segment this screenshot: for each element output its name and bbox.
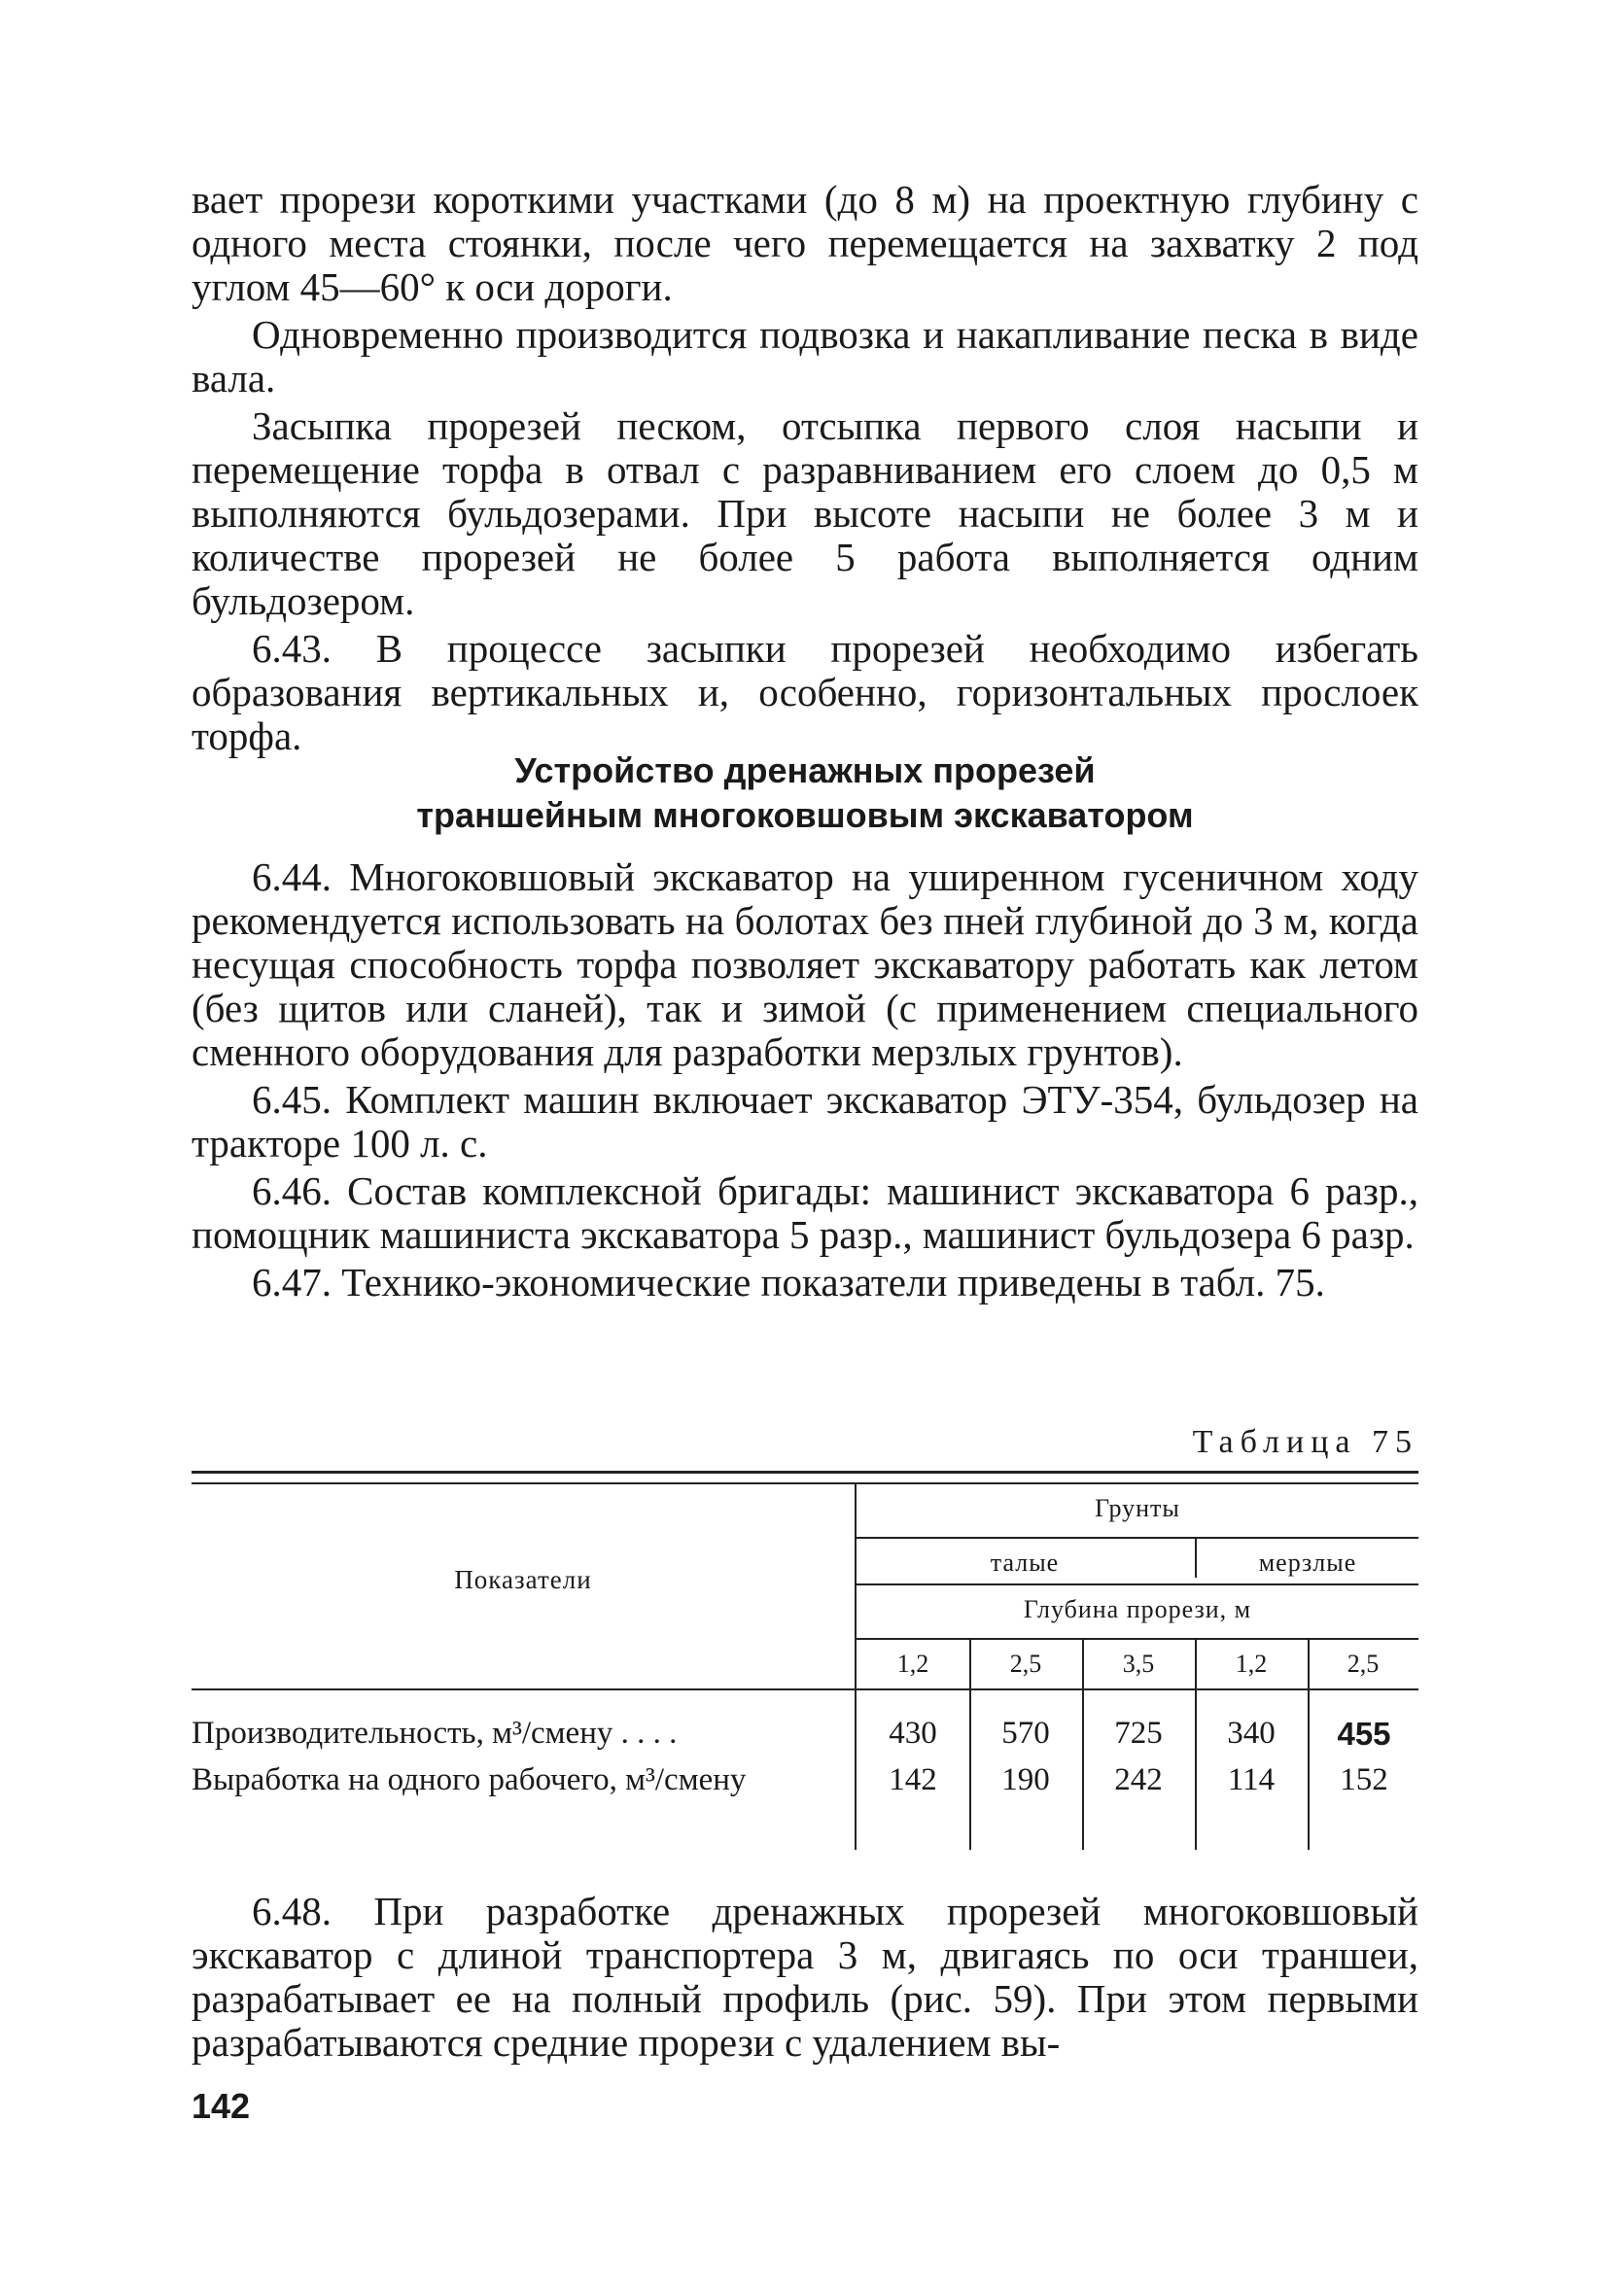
indicator-header: Показатели (454, 1564, 592, 1594)
section-heading-line2: траншейным многоковшовым экскаватором (416, 795, 1194, 835)
table-top-rule (192, 1471, 1418, 1474)
type-header-rule (857, 1583, 1418, 1585)
section-heading-line1: Устройство дренажных прорезей (514, 750, 1096, 790)
soils-header-rule (857, 1537, 1418, 1539)
table-cell: 725 (1114, 1716, 1163, 1751)
table-cell: 455 (1337, 1716, 1391, 1752)
table-cell: 570 (1001, 1716, 1050, 1751)
bottom-text-block (192, 1890, 1418, 2065)
table-cell: 430 (889, 1716, 937, 1751)
paragraph-sand-delivery: Одновременно производится подвозка и накапливание песка в виде вала. (192, 312, 1418, 400)
table-cell: 142 (889, 1762, 937, 1797)
header-bottom-rule (192, 1688, 1418, 1690)
section-heading (192, 748, 1418, 838)
soils-header: Грунты (1095, 1494, 1180, 1522)
paragraph-backfill: Засыпка прорезей песком, отсыпка первого слоя насыпи и перемещение торфа в отвал с разравниванием его слоем до 0,5 м выполняются бульдозерами. При высоте насыпи не более 3 м и количестве прорезей не более 5 работа выполняется одним бульдозером. (192, 403, 1418, 623)
thawed-header: талые (990, 1548, 1060, 1577)
paragraph-6-43: 6.43. В процессе засыпки прорезей необходимо избегать образования вертикальных и, особенно, горизонтальных прослоек торфа. (192, 626, 1418, 758)
depth-value: 1,2 (1235, 1650, 1268, 1678)
paragraph-6-48: 6.48. При разработке дренажных прорезей многоковшовый экскаватор с длиной транспортера 3 м, двигаясь по оси траншеи, разрабатывает ее на полный профиль (рис. 59). При этом первыми разрабатываются средние прорези с удалением вы- (192, 1889, 1418, 2065)
table-cell: 114 (1227, 1762, 1276, 1797)
table-cell: 152 (1340, 1762, 1388, 1797)
frozen-header: мерзлые (1258, 1548, 1357, 1577)
paragraph-6-47: 6.47. Технико-экономические показатели приведены в табл. 75. (252, 1260, 1325, 1305)
paragraph-6-46: 6.46. Состав комплексной бригады: машинист экскаватора 6 разр., помощник машиниста экскаватора 5 разр., машинист бульдозера 6 разр. (192, 1168, 1418, 1257)
table-caption: Таблица 75 (1192, 1424, 1418, 1460)
paragraph-6-44: 6.44. Многоковшовый экскаватор на уширенном гусеничном ходу рекомендуется использовать на болотах без пней глубиной до 3 м, когда несущая способность торфа позволяет экскаватору работать как летом (без щитов или сланей), так и зимой (с применением специального сменного оборудования для разработки мерзлых грунтов). (192, 854, 1418, 1074)
depth-value: 2,5 (1009, 1650, 1042, 1678)
row-label-output-per-worker: Выработка на одного рабочего, м³/смену (192, 1762, 747, 1797)
data-table-75 (192, 1471, 1418, 1850)
paragraph-6-45: 6.45. Комплект машин включает экскаватор ЭТУ-354, бульдозер на тракторе 100 л. с. (192, 1077, 1418, 1165)
table-cell: 190 (1001, 1762, 1050, 1797)
depth-header: Глубина прорези, м (1023, 1595, 1252, 1623)
depth-header-rule (857, 1638, 1418, 1640)
depth-value: 3,5 (1122, 1650, 1155, 1678)
paragraph-continuation: вает прорези короткими участками (до 8 м) на проектную глубину с одного места стоянки, после чего перемещается на захватку 2 под углом 45—60° к оси дороги. (192, 177, 1418, 309)
page-number: 142 (192, 2086, 251, 2126)
middle-text-block (192, 855, 1418, 1305)
table-cell: 242 (1114, 1762, 1163, 1797)
depth-value: 1,2 (896, 1650, 929, 1678)
row-label-productivity: Производительность, м³/смену . . . . (192, 1716, 678, 1751)
table-cell: 340 (1227, 1716, 1276, 1751)
top-text-block (192, 178, 1418, 758)
depth-value: 2,5 (1347, 1650, 1380, 1678)
